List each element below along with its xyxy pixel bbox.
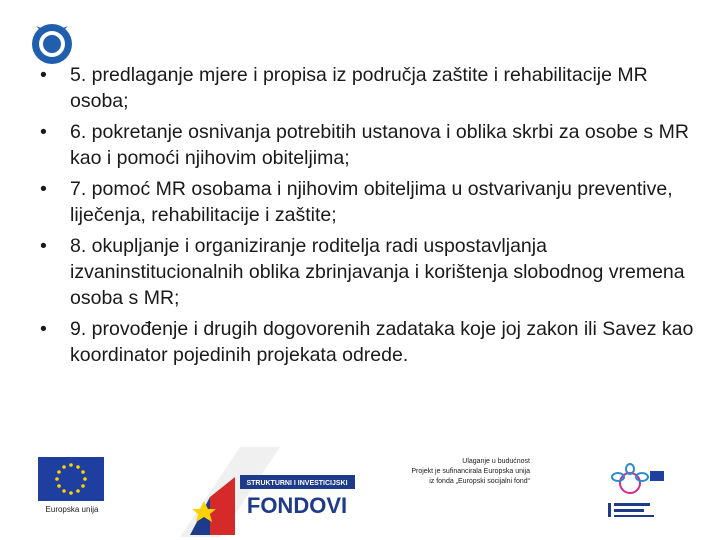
bullet-text: 8. okupljanje i organiziranje roditelja radi uspostavljanja izvaninstitucionalnih oblika zbrinjavanja i korištenja slobodnog vremena osoba s MR; — [70, 235, 685, 309]
fondovi-title: FONDOVI — [246, 493, 348, 518]
footer-logos — [0, 445, 720, 540]
bullet-marker: • — [40, 318, 47, 340]
eu-logo — [38, 457, 106, 514]
bullet-marker: • — [40, 178, 47, 200]
bullet-marker: • — [40, 235, 47, 257]
bullet-item — [40, 62, 700, 114]
fondovi-logo — [180, 447, 360, 537]
bullet-item — [40, 316, 700, 368]
bullet-marker: • — [40, 64, 47, 86]
invest-line-3: iz fonda „Europski socijalni fond“ — [429, 478, 530, 485]
bullet-item — [40, 119, 700, 171]
partner-logo-icon — [600, 463, 670, 523]
bullet-text: 5. predlaganje mjere i propisa iz područja zaštite i rehabilitacije MR osoba; — [70, 64, 648, 112]
investment-notice — [375, 457, 530, 487]
invest-line-1: Ulaganje u budućnost — [462, 458, 530, 465]
bullet-text: 6. pokretanje osnivanja potrebitih ustanova i oblika skrbi za osobe s MR kao i pomoći njihovim obiteljima; — [70, 121, 689, 169]
bullet-text: 7. pomoć MR osobama i njihovim obiteljima u ostvarivanju preventive, liječenja, rehabilitacije i zaštite; — [70, 178, 673, 226]
bullet-item — [40, 233, 700, 311]
bullet-item — [40, 176, 700, 228]
eu-flag-icon — [38, 457, 104, 501]
eu-label: Europska unija — [45, 505, 99, 514]
invest-line-2: Projekt je sufinancirala Europska unija — [411, 468, 530, 475]
bullet-list — [40, 62, 700, 373]
fondovi-subtitle: STRUKTURNI I INVESTICIJSKI — [246, 480, 348, 487]
bullet-marker: • — [40, 121, 47, 143]
bullet-text: 9. provođenje i drugih dogovorenih zadataka koje joj zakon ili Savez kao koordinator pojedinih projekata odrede. — [70, 318, 694, 366]
organization-logo-icon — [30, 22, 74, 66]
